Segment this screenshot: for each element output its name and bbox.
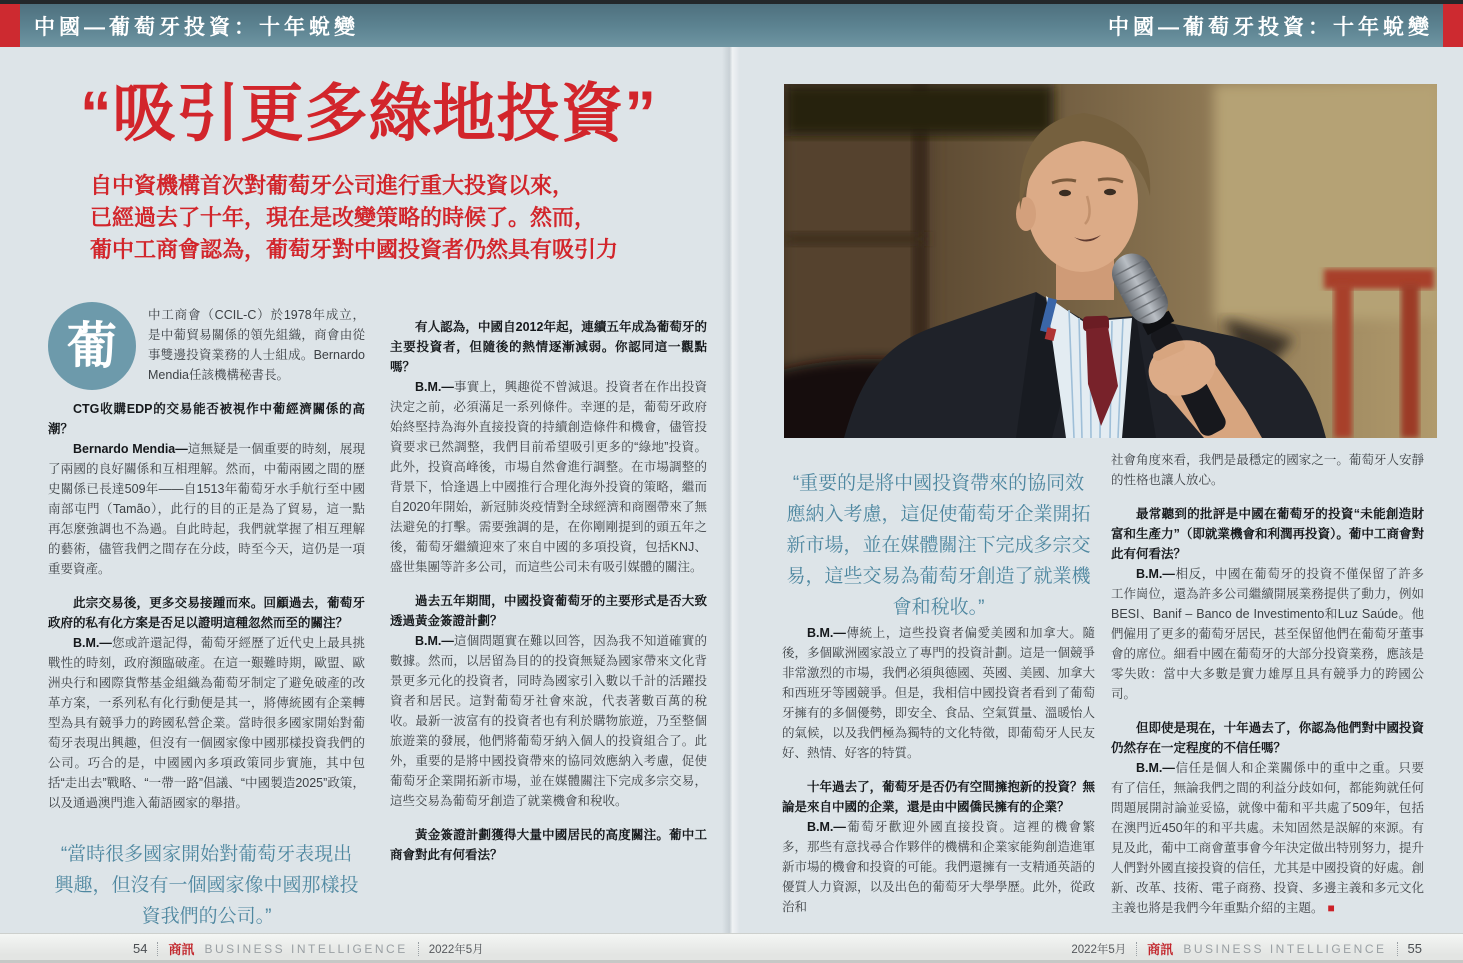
interview-question: CTG收購EDP的交易能否被視作中葡經濟關係的高潮？ [48,402,365,436]
drop-cap: 葡 [48,302,136,390]
interview-photo [784,84,1437,438]
footer-divider [157,942,158,956]
section-header-band [0,4,1463,47]
footer-divider [1397,942,1398,956]
magazine-brand-cn: 商訊 [168,942,195,957]
pull-quote: “當時很多國家開始對葡萄牙表現出興趣，但沒有一個國家像中國那樣投資我們的公司。” [54,844,359,927]
article-headline: “吸引更多綠地投資” [80,79,657,149]
speaker-prefix: B.M.— [807,626,846,640]
text-column-2 [390,303,707,865]
article-end-marker: ■ [1327,901,1335,915]
text-column-3 [782,468,1095,917]
interview-answer: B.M.—這個問題實在難以回答，因為我不知道確實的數據。然而，以居留為目的的投資無疑為國家帶來文化背景更多元化的投資者，同時為國家引入數以千計的活躍投資者和居民。這對葡萄牙社會來說，代表著數百萬的稅收。最新一波富有的投資者也有利於購物旅遊，乃至整個旅遊業的發展，他們將葡萄牙納入個人的投資組合了。此外，重要的是將中國投資帶來的協同效應納入考慮，促使葡萄牙企業開拓新市場，並在媒體關注下完成多宗交易，這些交易為葡萄牙創造了就業機會和稅收。 [390,634,707,808]
interview-answer: B.M.—葡萄牙歡迎外國直接投資。這裡的機會繁多，那些有意找尋合作夥伴的機構和企業家能夠創造進軍新市場的機會和投資的可能。我們還擁有一支精通英語的優質人力資源，以及出色的葡萄牙大學學歷。此外，從政治和 [782,820,1095,914]
standfirst-line: 已經過去了十年，現在是改變策略的時候了。然而， [90,205,597,230]
red-accent-right [1443,4,1463,47]
standfirst-line: 葡中工商會認為，葡萄牙對中國投資者仍然具有吸引力 [90,237,619,262]
footer-band [0,933,1463,963]
speaker-prefix: B.M.— [415,634,454,648]
speaker-prefix: B.M.— [1136,567,1175,581]
page-number-right: 55 [1407,941,1422,956]
interview-question: 黃金簽證計劃獲得大量中國居民的高度關注。葡中工商會對此有何看法？ [390,828,707,862]
speaker-prefix: B.M.— [1136,761,1175,775]
magazine-brand-en: BUSINESS INTELLIGENCE [1183,941,1387,956]
footer-divider [1136,942,1137,956]
interview-question: 但即使是現在，十年過去了，你認為他們對中國投資仍然存在一定程度的不信任嗎？ [1111,721,1424,755]
issue-date: 2022年5月 [428,943,484,956]
page-gutter-shadow [722,47,740,933]
interview-answer: B.M.—信任是個人和企業關係中的重中之重。只要有了信任，無論我們之間的利益分歧如何，都能夠就任何問題展開討論並妥協，就像中葡和平共處了509年，包括在澳門近450年的和平共處。未知固然是誤解的來源。有見及此，葡中工商會董事會今年決定做出特別努力，提升人們對外國直接投資的信任，尤其是中國投資的好處。創新、改革、技術、電子商務、投資、多邊主義和多元文化主義也將是我們今年重點介紹的主題。 ■ [1111,761,1424,915]
section-title-right: 中國—葡萄牙投資：十年蛻變 [1108,15,1433,39]
text-column-1 [48,300,365,932]
red-accent-left [0,4,20,47]
pull-quote: “重要的是將中國投資帶來的協同效應納入考慮，這促使葡萄牙企業開拓新市場，並在媒體關注下完成多宗交易，這些交易為葡萄牙創造了就業機會和稅收。” [786,473,1091,618]
standfirst-line: 自中資機構首次對葡萄牙公司進行重大投資以來， [90,173,575,198]
interview-question: 有人認為，中國自2012年起，連續五年成為葡萄牙的主要投資者，但隨後的熱情逐漸減弱。你認同這一觀點嗎？ [390,320,707,374]
intro-text: 中工商會（CCIL-C）於1978年成立，是中葡貿易關係的領先組織，商會由從事雙邊投資業務的人士組成。Bernardo Mendia任該機構秘書長。 [148,308,365,382]
intro-paragraph [48,300,365,385]
magazine-brand-en: BUSINESS INTELLIGENCE [204,941,408,956]
interview-answer: Bernardo Mendia—這無疑是一個重要的時刻，展現了兩國的良好關係和互相理解。然而，中葡兩國之間的歷史關係已長達509年——自1513年葡萄牙水手航行至中國南部屯門（Tamão），此行的目的正是為了貿易，這一點再怎麼強調也不為過。自此時起，我們就掌握了相互理解的藝術，儘管我們之間存在分歧，時至今天，這仍是一項重要資產。 [48,442,365,576]
article-standfirst [90,170,618,266]
issue-date: 2022年5月 [1071,943,1127,956]
interview-question: 最常聽到的批評是中國在葡萄牙的投資“未能創造財富和生產力”（即就業機會和利潤再投資）。葡中工商會對此有何看法？ [1111,507,1424,561]
page-number-left: 54 [133,941,148,956]
magazine-brand-cn: 商訊 [1147,942,1174,957]
footer-divider [418,942,419,956]
interview-photo-illustration [784,84,1437,438]
speaker-prefix: B.M.— [807,820,846,834]
interview-question: 十年過去了，葡萄牙是否仍有空間擁抱新的投資？無論是來自中國的企業，還是由中國僑民擁有的企業？ [782,780,1095,814]
speaker-prefix: Bernardo Mendia— [73,442,188,456]
speaker-prefix: B.M.— [73,636,112,650]
interview-answer: B.M.—您或許還記得，葡萄牙經歷了近代史上最具挑戰性的時刻，政府瀕臨破產。在這一艱難時期，歐盟、歐洲央行和國際貨幣基金組織為葡萄牙制定了避免破產的改革方案，一系列私有化行動便是其一，將傳統國有企業轉型為具有競爭力的跨國私營企業。當時很多國家開始對葡萄牙表現出興趣，但沒有一個國家像中國那樣投資我們的公司。巧合的是，中國國內多項政策同步實施，其中包括“走出去”戰略、“一帶一路”倡議、“中國製造2025”政策，以及通過澳門進入葡語國家的舉措。 [48,636,365,810]
footer-left [133,939,484,958]
text-column-4 [1111,450,1424,918]
interview-question: 此宗交易後，更多交易接踵而來。回顧過去，葡萄牙政府的私有化方案是否足以證明這種忽然而至的關注？ [48,596,365,630]
section-title-left: 中國—葡萄牙投資：十年蛻變 [34,15,359,39]
footer-right [1071,939,1422,958]
interview-answer: B.M.—事實上，興趣從不曾減退。投資者在作出投資決定之前，必須滿足一系列條件。幸運的是，葡萄牙政府始終堅持為海外直接投資的持續創造條件和機會，儘管投資要求已然調整，我們目前希望吸引更多的“綠地”投資。此外，投資高峰後，市場自然會進行調整。在市場調整的背景下，恰逢遇上中國推行合理化海外投資的策略，繼而自2020年開始，新冠肺炎疫情對全球經濟和商圈帶來了無法避免的打擊。需要強調的是，在你剛剛提到的頭五年之後，葡萄牙繼續迎來了來自中國的多項投資，包括KNJ、盛世集團等許多公司，而這些公司未有吸引媒體的關注。 [390,380,707,574]
interview-answer: B.M.—傳統上，這些投資者偏愛美國和加拿大。隨後，多個歐洲國家設立了專門的投資計劃。這是一個競爭非常激烈的市場，我們必須與德國、英國、美國、加拿大和西班牙等國競爭。但是，我相信中國投資者看到了葡萄牙擁有的多個優勢，即安全、食品、空氣質量、溫暖怡人的氣候，以及我們極為獨特的文化特徵，即葡萄牙人民友好、熱情、好客的特質。 [782,626,1095,760]
interview-question: 過去五年期間，中國投資葡萄牙的主要形式是否大致透過黃金簽證計劃？ [390,594,707,628]
speaker-prefix: B.M.— [415,380,454,394]
continued-paragraph: 社會角度來看，我們是最穩定的國家之一。葡萄牙人安靜的性格也讓人放心。 [1111,453,1424,487]
interview-answer: B.M.—相反，中國在葡萄牙的投資不僅保留了許多工作崗位，還為許多公司繼續開展業務提供了動力，例如BESI、Banif – Banco de Investimento和Luz Saúde。他們僱用了更多的葡萄牙居民，甚至保留他們在葡萄牙董事會的席位。細看中國在葡萄牙的大部分投資業務，應該是零失敗：當中大多數是實力雄厚且具有競爭力的跨國公司。 [1111,567,1424,701]
